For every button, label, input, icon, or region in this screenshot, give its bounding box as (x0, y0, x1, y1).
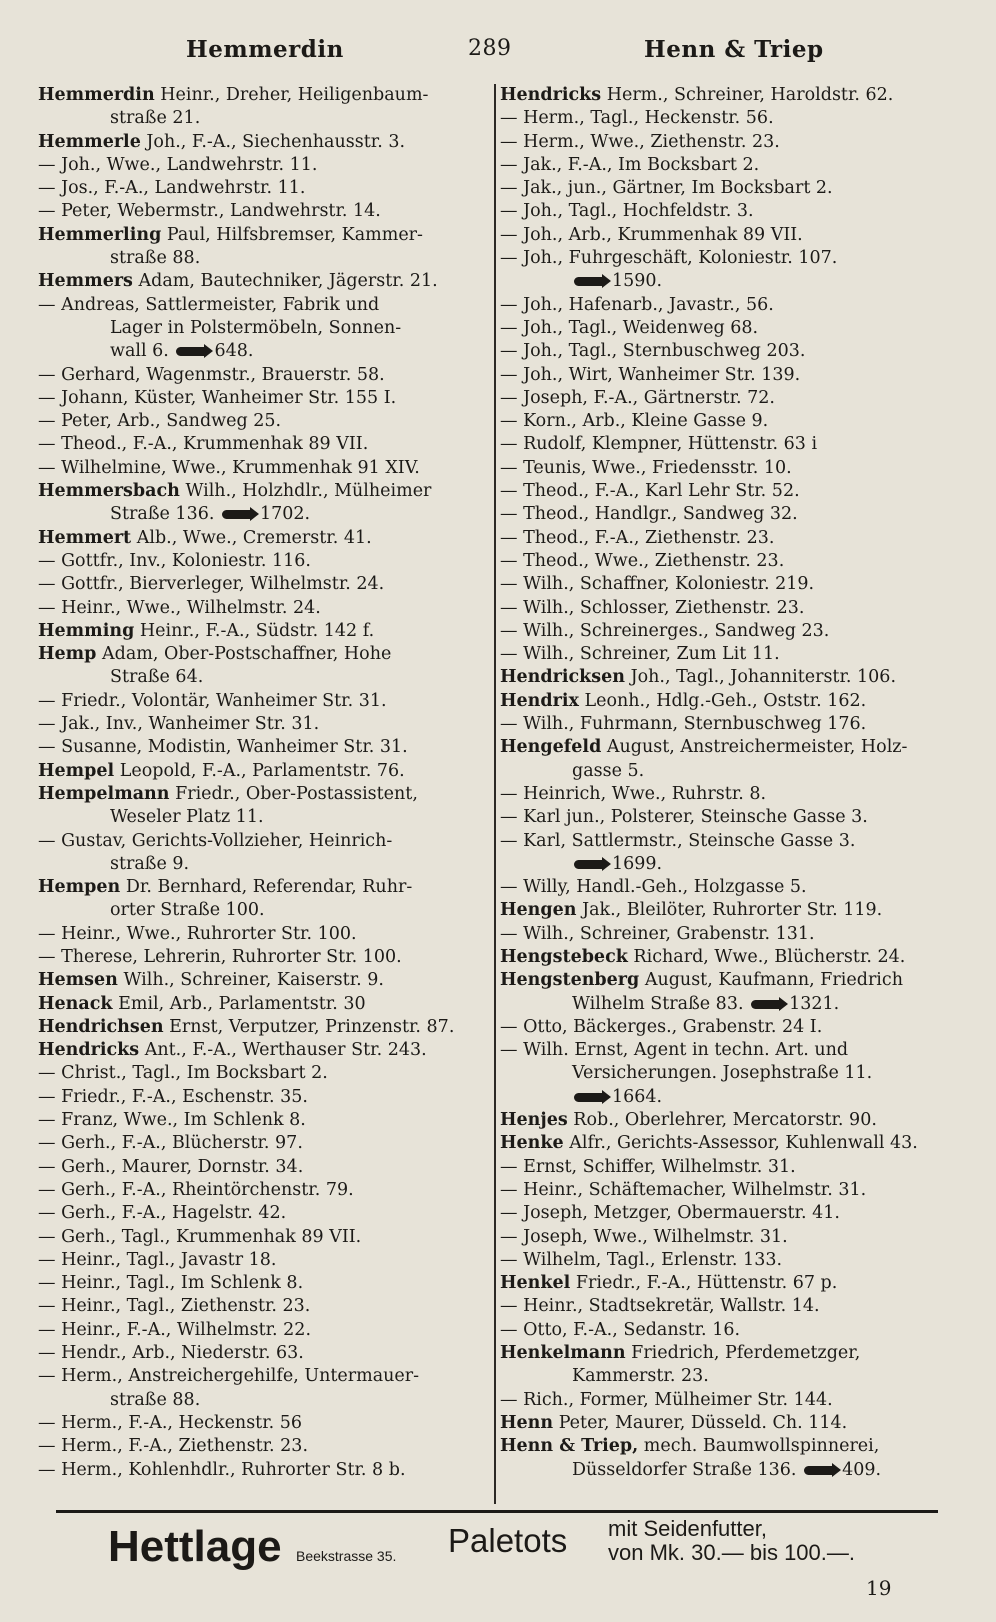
directory-entry (500, 1226, 940, 1249)
entry-text: — Gerh., F.-A., Rheintörchenstr. 79. (38, 1179, 354, 1200)
entry-text: — Gerh., F.-A., Hagelstr. 42. (38, 1203, 287, 1224)
entry-text: Düsseldorfer Straße 136. (572, 1459, 797, 1480)
directory-entry (38, 1039, 468, 1062)
entry-text: straße 21. (110, 108, 201, 129)
entry-text: — Herm., F.-A., Heckenstr. 56 (38, 1412, 303, 1433)
entry-text: — Joh., Tagl., Weidenweg 68. (500, 317, 759, 338)
directory-entry (38, 993, 468, 1016)
directory-entry (38, 433, 468, 456)
entry-text: mech. Baumwollspinnerei, (638, 1436, 880, 1457)
entry-text: — Peter, Webermstr., Landwehrstr. 14. (38, 201, 381, 222)
directory-entry (500, 1459, 940, 1482)
entry-text: Dr. Bernhard, Referendar, Ruhr- (120, 877, 413, 898)
directory-entry (38, 1319, 468, 1342)
directory-entry (500, 550, 940, 573)
entry-text: straße 88. (110, 248, 201, 269)
entry-text: — Theod., F.-A., Krummenhak 89 VII. (38, 434, 369, 455)
entry-text: Ernst, Verputzer, Prinzenstr. 87. (163, 1016, 455, 1037)
directory-entry (38, 154, 468, 177)
entry-text: Paul, Hilfsbremser, Kammer- (161, 224, 423, 245)
directory-entry (38, 503, 468, 526)
phone-number: 1590. (612, 271, 663, 292)
entry-text: — Joseph, Metzger, Obermauerstr. 41. (500, 1203, 840, 1224)
directory-entry (500, 224, 940, 247)
directory-entry (38, 340, 468, 363)
directory-entry (38, 1132, 468, 1155)
directory-entry (38, 1342, 468, 1365)
directory-entry (38, 690, 468, 713)
entry-surname: Henkel (500, 1273, 571, 1294)
entry-text: straße 88. (110, 1389, 201, 1410)
directory-entry (500, 690, 940, 713)
directory-entry (500, 1132, 940, 1155)
directory-entry (38, 1016, 468, 1039)
entry-surname: Hempelmann (38, 783, 170, 804)
entry-text: — Gustav, Gerichts-Vollzieher, Heinrich- (38, 830, 393, 851)
directory-entry (500, 713, 940, 736)
directory-entry (500, 1272, 940, 1295)
entry-text: — Jak., F.-A., Im Bocksbart 2. (500, 154, 760, 175)
directory-entry (500, 1365, 940, 1388)
entry-text: — Rich., Former, Mülheimer Str. 144. (500, 1389, 833, 1410)
directory-entry (500, 1179, 940, 1202)
entry-text: — Joh., Tagl., Sternbuschweg 203. (500, 341, 806, 362)
entry-text: Wilh., Schreiner, Kaiserstr. 9. (117, 970, 384, 991)
entry-text: — Gerhard, Wagenmstr., Brauerstr. 58. (38, 364, 385, 385)
entry-text: — Joh., Fuhrgeschäft, Koloniestr. 107. (500, 248, 838, 269)
directory-entry (500, 200, 940, 223)
directory-entry (38, 527, 468, 550)
entry-surname: Hengstenberg (500, 970, 640, 991)
entry-text: straße 9. (110, 853, 190, 874)
entry-text: — Wilh. Ernst, Agent in techn. Art. und (500, 1040, 849, 1061)
entry-text: Versicherungen. Josephstraße 11. (572, 1063, 873, 1084)
entry-text: — Jak., Inv., Wanheimer Str. 31. (38, 714, 320, 735)
directory-entry (500, 1109, 940, 1132)
phone-number: 409. (842, 1459, 882, 1480)
directory-entry (38, 923, 468, 946)
entry-text: — Joh., Wirt, Wanheimer Str. 139. (500, 364, 801, 385)
directory-entry (500, 1249, 940, 1272)
entry-surname: Hendrichsen (38, 1016, 164, 1037)
entry-text: — Joh., Tagl., Hochfeldstr. 3. (500, 201, 754, 222)
entry-text: Heinr., F.-A., Südstr. 142 f. (134, 620, 375, 641)
entry-text: — Herm., Wwe., Ziethenstr. 23. (500, 131, 780, 152)
entry-text: — Johann, Küster, Wanheimer Str. 155 I. (38, 387, 397, 408)
entry-text: — Hendr., Arb., Niederstr. 63. (38, 1343, 304, 1364)
directory-entry (500, 830, 940, 853)
entry-text: — Joh., Wwe., Landwehrstr. 11. (38, 154, 318, 175)
directory-entry (38, 200, 468, 223)
entry-text: August, Kaufmann, Friedrich (639, 970, 903, 991)
directory-entry (38, 806, 468, 829)
directory-entry (500, 247, 940, 270)
entry-surname: Hengefeld (500, 737, 602, 758)
directory-entry (38, 946, 468, 969)
entry-text: — Heinr., Tagl., Javastr 18. (38, 1249, 277, 1270)
directory-entry (500, 597, 940, 620)
entry-surname: Hendricks (500, 85, 602, 105)
directory-entry (500, 1156, 940, 1179)
entry-text: — Joh., Arb., Krummenhak 89 VII. (500, 224, 803, 245)
directory-entry (38, 1062, 468, 1085)
directory-entry (500, 84, 940, 107)
directory-entry (500, 480, 940, 503)
entry-text: Straße 136. (110, 504, 215, 525)
footer-rule (56, 1510, 938, 1513)
directory-entry (500, 107, 940, 130)
entry-text: Jak., Bleilöter, Ruhrorter Str. 119. (576, 900, 883, 921)
directory-entry (500, 1412, 940, 1435)
directory-entry (500, 410, 940, 433)
entry-text: Friedr., F.-A., Hüttenstr. 67 p. (570, 1273, 838, 1294)
entry-text: — Peter, Arb., Sandweg 25. (38, 411, 282, 432)
directory-entry (38, 387, 468, 410)
directory-entry (500, 317, 940, 340)
directory-entry (500, 1202, 940, 1225)
entry-surname: Hempel (38, 760, 115, 781)
running-head-right: Henn & Triep (644, 36, 824, 63)
entry-surname: Henkelmann (500, 1343, 626, 1364)
directory-entry (500, 806, 940, 829)
directory-entry (38, 1202, 468, 1225)
entry-text: — Wilh., Schreiner, Grabenstr. 131. (500, 923, 815, 944)
column-divider (494, 84, 496, 1504)
entry-text: Ant., F.-A., Werthauser Str. 243. (139, 1040, 427, 1061)
phone-number: 648. (214, 341, 254, 362)
directory-entry (500, 1342, 940, 1365)
entry-text: — Wilh., Schaffner, Koloniestr. 219. (500, 574, 815, 595)
entry-text: — Wilh., Schreinerges., Sandweg 23. (500, 620, 830, 641)
entry-text: Richard, Wwe., Blücherstr. 24. (627, 946, 906, 967)
entry-text: — Otto, Bäckerges., Grabenstr. 24 I. (500, 1016, 823, 1037)
entry-text: — Willy, Handl.-Geh., Holzgasse 5. (500, 877, 807, 898)
entry-text: Alb., Wwe., Cremerstr. 41. (131, 527, 372, 548)
telephone-receiver-icon (222, 510, 252, 519)
sheet-number: 19 (866, 1576, 892, 1600)
entry-surname: Hempen (38, 877, 121, 898)
entry-text: — Franz, Wwe., Im Schlenk 8. (38, 1110, 306, 1131)
entry-text: — Theod., Handlgr., Sandweg 32. (500, 504, 798, 525)
directory-entry (38, 783, 468, 806)
entry-text: — Gerh., Tagl., Krummenhak 89 VII. (38, 1226, 362, 1247)
entry-surname: Hemmert (38, 527, 132, 548)
entry-text: — Theod., F.-A., Karl Lehr Str. 52. (500, 481, 800, 502)
entry-text: — Herm., Tagl., Heckenstr. 56. (500, 108, 774, 129)
entry-text: — Heinr., Schäftemacher, Wilhelmstr. 31. (500, 1179, 867, 1200)
phone-number: 1664. (612, 1086, 663, 1107)
entry-text: — Herm., Kohlenhdlr., Ruhrorter Str. 8 b. (38, 1459, 406, 1480)
page-number: 289 (468, 36, 512, 61)
directory-entry (500, 364, 940, 387)
directory-entry (38, 899, 468, 922)
entry-text: Joh., F.-A., Siechenhausstr. 3. (140, 131, 406, 152)
entry-surname: Hengen (500, 900, 577, 921)
directory-entry (500, 760, 940, 783)
entry-text: — Wilh., Schlosser, Ziethenstr. 23. (500, 597, 805, 618)
entry-text: — Heinr., F.-A., Wilhelmstr. 22. (38, 1319, 312, 1340)
entry-surname: Hengstebeck (500, 946, 628, 967)
entry-text: Lager in Polstermöbeln, Sonnen- (110, 317, 402, 338)
entry-surname: Hendricksen (500, 667, 625, 688)
entry-surname: Henke (500, 1133, 564, 1154)
directory-entry (500, 666, 940, 689)
entry-text: Leonh., Hdlg.-Geh., Oststr. 162. (578, 690, 867, 711)
phone-number: 1321. (789, 993, 840, 1014)
entry-surname: Hemmerdin (38, 85, 155, 105)
directory-entry (38, 830, 468, 853)
entry-text: — Karl jun., Polsterer, Steinsche Gasse 3. (500, 807, 868, 828)
entry-text: Emil, Arb., Parlamentstr. 30 (112, 993, 366, 1014)
telephone-receiver-icon (574, 860, 604, 869)
phone-number: 1699. (612, 853, 663, 874)
entry-text: Straße 64. (110, 667, 204, 688)
directory-entry (500, 1389, 940, 1412)
directory-entry (38, 969, 468, 992)
directory-entry (500, 1319, 940, 1342)
directory-entry (500, 1062, 940, 1085)
directory-entry (500, 573, 940, 596)
directory-entry (38, 713, 468, 736)
entry-text: Alfr., Gerichts-Assessor, Kuhlenwall 43. (563, 1133, 918, 1154)
directory-entry (500, 853, 940, 876)
entry-surname: Hemp (38, 644, 97, 665)
directory-entry (500, 177, 940, 200)
directory-entry (500, 503, 940, 526)
directory-entry (500, 294, 940, 317)
directory-entry (38, 1389, 468, 1412)
entry-text: Peter, Maurer, Düsseld. Ch. 114. (553, 1412, 848, 1433)
entry-text: — Herm., F.-A., Ziethenstr. 23. (38, 1436, 309, 1457)
entry-surname: Hemmerling (38, 224, 162, 245)
directory-entry (500, 993, 940, 1016)
directory-entry (38, 876, 468, 899)
entry-text: — Gottfr., Inv., Koloniestr. 116. (38, 550, 311, 571)
directory-entry (38, 410, 468, 433)
directory-entry (38, 294, 468, 317)
entry-text: — Jos., F.-A., Landwehrstr. 11. (38, 178, 306, 199)
directory-entry (38, 620, 468, 643)
directory-entry (500, 783, 940, 806)
directory-entry (38, 107, 468, 130)
entry-text: — Wilh., Schreiner, Zum Lit 11. (500, 644, 780, 665)
directory-entry (500, 270, 940, 293)
directory-entry (500, 1435, 940, 1458)
directory-entry (38, 853, 468, 876)
ad-detail-line2: von Mk. 30.— bis 100.—. (608, 1540, 855, 1565)
telephone-receiver-icon (574, 1093, 604, 1102)
entry-text: — Joseph, F.-A., Gärtnerstr. 72. (500, 387, 775, 408)
entry-text: Rob., Oberlehrer, Mercatorstr. 90. (567, 1110, 877, 1131)
entry-text: — Heinr., Wwe., Ruhrorter Str. 100. (38, 923, 357, 944)
directory-entry (38, 131, 468, 154)
ad-detail-line1: mit Seidenfutter, (608, 1516, 767, 1541)
directory-entry (500, 154, 940, 177)
entry-text: Friedrich, Pferdemetzger, (625, 1343, 861, 1364)
telephone-receiver-icon (804, 1466, 834, 1475)
directory-entry (500, 527, 940, 550)
directory-entry (38, 666, 468, 689)
directory-entry (500, 340, 940, 363)
directory-entry (500, 1086, 940, 1109)
ad-brand: Hettlage (108, 1522, 282, 1571)
directory-entry (500, 1295, 940, 1318)
entry-text: Friedr., Ober-Postassistent, (169, 783, 418, 804)
ad-product: Paletots (448, 1522, 568, 1559)
entry-text: August, Anstreichermeister, Holz- (601, 737, 908, 758)
entry-text: Joh., Tagl., Johanniterstr. 106. (625, 667, 897, 688)
entry-text: — Heinr., Wwe., Wilhelmstr. 24. (38, 597, 321, 618)
entry-text: — Karl, Sattlermstr., Steinsche Gasse 3. (500, 830, 856, 851)
entry-text: wall 6. (110, 341, 169, 362)
directory-entry (38, 1459, 468, 1482)
left-column (38, 84, 468, 1482)
entry-text: orter Straße 100. (110, 900, 265, 921)
directory-entry (500, 131, 940, 154)
directory-entry (500, 923, 940, 946)
directory-entry (38, 1179, 468, 1202)
entry-text: Weseler Platz 11. (110, 807, 264, 828)
directory-entry (500, 736, 940, 759)
directory-entry (500, 876, 940, 899)
directory-entry (500, 969, 940, 992)
entry-text: — Wilhelm, Tagl., Erlenstr. 133. (500, 1249, 783, 1270)
directory-entry (38, 1272, 468, 1295)
entry-surname: Hendricks (38, 1040, 140, 1061)
directory-entry (500, 899, 940, 922)
entry-text: — Wilh., Fuhrmann, Sternbuschweg 176. (500, 714, 867, 735)
directory-entry (38, 1226, 468, 1249)
directory-entry (500, 620, 940, 643)
entry-surname: Henn & Triep, (500, 1436, 639, 1457)
entry-text: Herm., Schreiner, Haroldstr. 62. (601, 85, 894, 105)
entry-surname: Henack (38, 993, 113, 1014)
directory-entry (38, 84, 468, 107)
phone-number: 1702. (259, 504, 311, 525)
entry-text: — Joh., Hafenarb., Javastr., 56. (500, 294, 774, 315)
entry-text: — Gerh., F.-A., Blücherstr. 97. (38, 1133, 303, 1154)
entry-text: — Herm., Anstreichergehilfe, Untermauer- (38, 1366, 420, 1387)
directory-entry (500, 433, 940, 456)
entry-text: — Christ., Tagl., Im Bocksbart 2. (38, 1063, 328, 1084)
entry-text: — Korn., Arb., Kleine Gasse 9. (500, 411, 769, 432)
directory-entry (500, 387, 940, 410)
entry-text: Wilh., Holzhdlr., Mülheimer (179, 481, 432, 502)
directory-entry (38, 573, 468, 596)
directory-entry (38, 480, 468, 503)
directory-entry (500, 946, 940, 969)
directory-entry (38, 597, 468, 620)
entry-text: — Friedr., F.-A., Eschenstr. 35. (38, 1086, 308, 1107)
entry-text: — Jak., jun., Gärtner, Im Bocksbart 2. (500, 178, 833, 199)
entry-text: — Theod., Wwe., Ziethenstr. 23. (500, 550, 785, 571)
right-column (500, 84, 940, 1482)
telephone-receiver-icon (751, 1000, 781, 1009)
entry-surname: Hemming (38, 620, 135, 641)
directory-entry (38, 177, 468, 200)
entry-text: — Therese, Lehrerin, Ruhrorter Str. 100. (38, 946, 402, 967)
entry-surname: Hendrix (500, 690, 579, 711)
entry-text: Adam, Ober-Postschaffner, Hohe (96, 644, 392, 665)
directory-entry (38, 1365, 468, 1388)
directory-entry (38, 270, 468, 293)
directory-entry (38, 317, 468, 340)
directory-entry (38, 1435, 468, 1458)
directory-entry (38, 247, 468, 270)
ad-address: Beekstrasse 35. (296, 1548, 397, 1564)
entry-surname: Hemsen (38, 970, 118, 991)
directory-entry (38, 224, 468, 247)
entry-text: Leopold, F.-A., Parlamentstr. 76. (114, 760, 405, 781)
entry-text: — Rudolf, Klempner, Hüttenstr. 63 i (500, 434, 818, 455)
directory-entry (38, 364, 468, 387)
entry-text: — Heinrich, Wwe., Ruhrstr. 8. (500, 783, 767, 804)
directory-entry (38, 457, 468, 480)
entry-text: gasse 5. (572, 760, 645, 781)
directory-entry (38, 1412, 468, 1435)
directory-entry (500, 1039, 940, 1062)
directory-entry (38, 1086, 468, 1109)
directory-entry (38, 643, 468, 666)
entry-text: — Gottfr., Bierverleger, Wilhelmstr. 24. (38, 574, 385, 595)
directory-entry (38, 1109, 468, 1132)
entry-text: — Teunis, Wwe., Friedensstr. 10. (500, 457, 792, 478)
telephone-receiver-icon (176, 347, 206, 356)
entry-text: — Otto, F.-A., Sedanstr. 16. (500, 1319, 741, 1340)
entry-text: Adam, Bautechniker, Jägerstr. 21. (132, 271, 438, 292)
directory-entry (500, 1016, 940, 1039)
entry-text: — Friedr., Volontär, Wanheimer Str. 31. (38, 690, 387, 711)
directory-entry (38, 1156, 468, 1179)
directory-entry (38, 736, 468, 759)
running-head-left: Hemmerdin (186, 36, 344, 63)
directory-entry (38, 760, 468, 783)
entry-text: — Wilhelmine, Wwe., Krummenhak 91 XIV. (38, 457, 420, 478)
entry-surname: Hemmerle (38, 131, 141, 152)
entry-text: — Theod., F.-A., Ziethenstr. 23. (500, 527, 775, 548)
entry-surname: Henjes (500, 1110, 568, 1131)
directory-entry (38, 1295, 468, 1318)
entry-text: — Susanne, Modistin, Wanheimer Str. 31. (38, 737, 408, 758)
directory-entry (38, 1249, 468, 1272)
entry-text: — Ernst, Schiffer, Wilhelmstr. 31. (500, 1156, 796, 1177)
entry-text: — Heinr., Stadtsekretär, Wallstr. 14. (500, 1296, 820, 1317)
entry-text: Wilhelm Straße 83. (572, 993, 744, 1014)
directory-entry (38, 550, 468, 573)
entry-text: Kammerstr. 23. (572, 1366, 709, 1387)
entry-text: — Andreas, Sattlermeister, Fabrik und (38, 294, 380, 315)
telephone-receiver-icon (574, 277, 604, 286)
advertisement (56, 1516, 956, 1586)
entry-text: — Heinr., Tagl., Im Schlenk 8. (38, 1273, 304, 1294)
entry-surname: Hemmers (38, 271, 133, 292)
entry-text: — Gerh., Maurer, Dornstr. 34. (38, 1156, 304, 1177)
entry-text: — Heinr., Tagl., Ziethenstr. 23. (38, 1296, 311, 1317)
entry-surname: Hemmersbach (38, 481, 180, 502)
entry-text: — Joseph, Wwe., Wilhelmstr. 31. (500, 1226, 788, 1247)
directory-entry (500, 643, 940, 666)
directory-entry (500, 457, 940, 480)
entry-surname: Henn (500, 1412, 554, 1433)
entry-text: Heinr., Dreher, Heiligenbaum- (154, 85, 429, 105)
